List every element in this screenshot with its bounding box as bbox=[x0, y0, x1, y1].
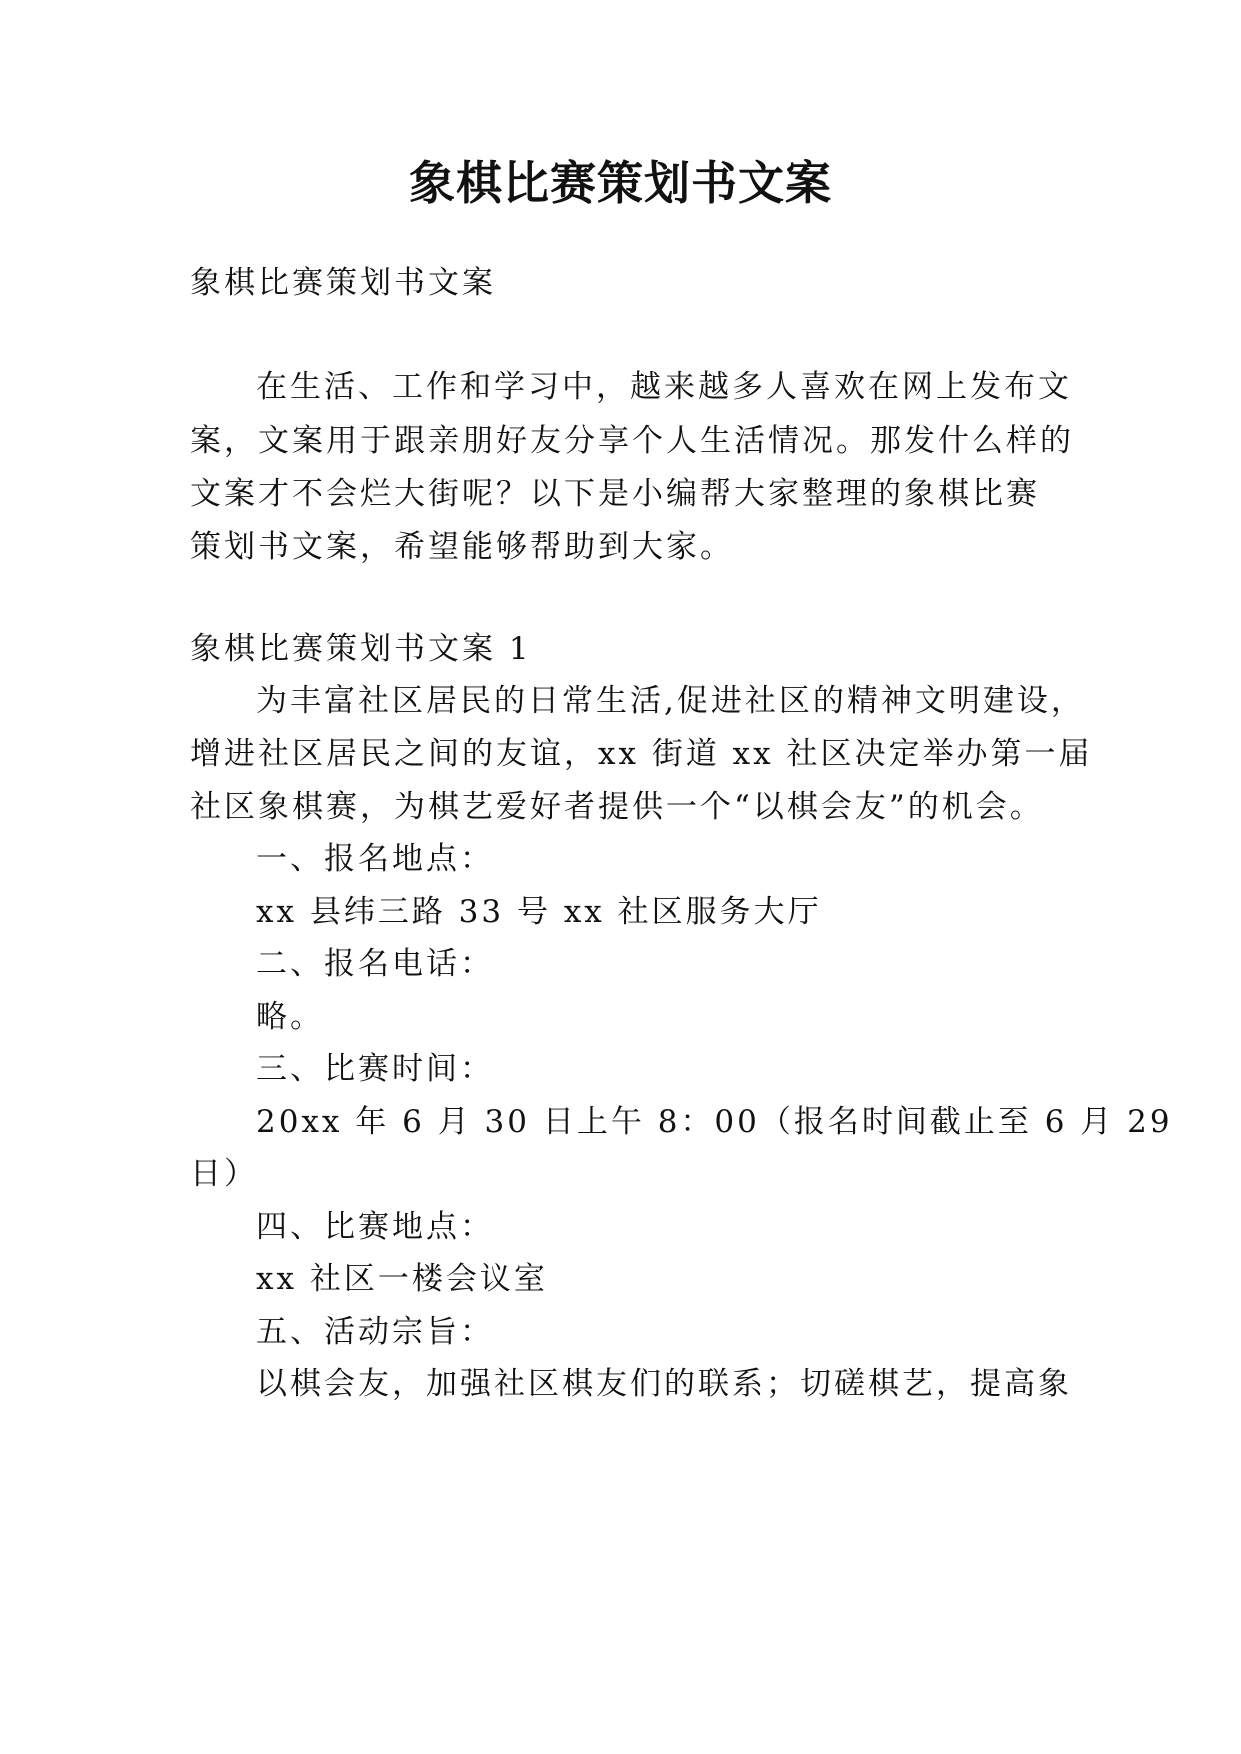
intro-line-1: 在生活、工作和学习中，越来越多人喜欢在网上发布文 bbox=[256, 369, 1072, 405]
match-time-label: 三、比赛时间： bbox=[256, 1051, 494, 1087]
document-title: 象棋比赛策划书文案 bbox=[409, 156, 832, 210]
match-place-value: xx 社区一楼会议室 bbox=[256, 1261, 548, 1297]
signup-phone-label: 二、报名电话： bbox=[256, 946, 494, 982]
intro-line-2: 案，文案用于跟亲朋好友分享个人生活情况。那发什么样的 bbox=[190, 423, 1074, 459]
section-heading: 象棋比赛策划书文案 1 bbox=[190, 631, 532, 667]
intro-line-3: 文案才不会烂大街呢？以下是小编帮大家整理的象棋比赛 bbox=[190, 476, 1040, 512]
signup-place-value: xx 县纬三路 33 号 xx 社区服务大厅 bbox=[256, 894, 822, 930]
section-para-line-2: 增进社区居民之间的友谊，xx 街道 xx 社区决定举办第一届 bbox=[190, 736, 1093, 772]
purpose-label: 五、活动宗旨： bbox=[256, 1314, 494, 1350]
signup-phone-value: 略。 bbox=[256, 999, 324, 1035]
section-para-line-3: 社区象棋赛，为棋艺爱好者提供一个“以棋会友”的机会。 bbox=[190, 789, 1044, 825]
signup-place-label: 一、报名地点： bbox=[256, 841, 494, 877]
intro-line-4: 策划书文案，希望能够帮助到大家。 bbox=[190, 529, 734, 565]
section-para-line-1: 为丰富社区居民的日常生活,促进社区的精神文明建设， bbox=[256, 683, 1085, 719]
match-place-label: 四、比赛地点： bbox=[256, 1209, 494, 1245]
purpose-value: 以棋会友，加强社区棋友们的联系；切磋棋艺，提高象 bbox=[256, 1366, 1072, 1402]
document-subtitle: 象棋比赛策划书文案 bbox=[190, 265, 496, 301]
match-time-value-line-1: 20xx 年 6 月 30 日上午 8：00（报名时间截止至 6 月 29 bbox=[256, 1104, 1173, 1140]
match-time-value-line-2: 日） bbox=[190, 1156, 258, 1192]
